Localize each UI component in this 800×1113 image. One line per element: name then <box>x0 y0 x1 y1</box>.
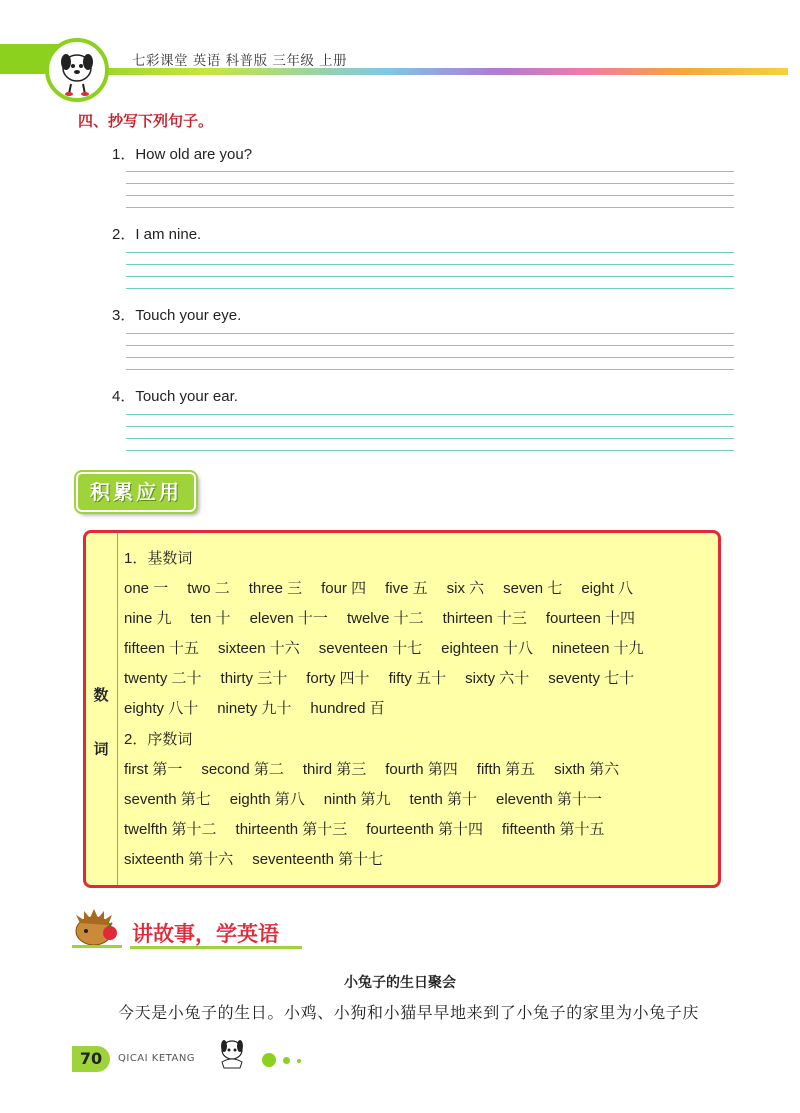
numeral-word: seven 七 <box>503 580 563 597</box>
ordinal-row <box>124 848 402 869</box>
numeral-word: tenth 第十 <box>409 791 477 808</box>
sentence-4: 4．Touch your ear. <box>112 388 238 405</box>
numeral-word: twelfth 第十二 <box>124 821 217 838</box>
ordinal-row <box>124 788 621 809</box>
numeral-word: two 二 <box>187 580 230 597</box>
side-label-char-1: 数 <box>93 686 109 704</box>
numeral-word: sixteenth 第十六 <box>124 851 234 868</box>
numeral-word: twelve 十二 <box>346 610 424 627</box>
section-four-title: 四、抄写下列句子。 <box>78 112 214 130</box>
sentence-2: 2．I am nine. <box>112 226 202 243</box>
numeral-word: three 三 <box>248 580 303 597</box>
header-title: 七彩课堂 英语 科普版 三年级 上册 <box>132 53 348 69</box>
footer-brand: QICAI KETANG <box>118 1053 196 1064</box>
numeral-word: fifth 第五 <box>476 761 536 778</box>
numeral-word: one 一 <box>124 580 169 597</box>
numeral-word: six 六 <box>446 580 485 597</box>
sentence-1: 1．How old are you? <box>112 146 253 163</box>
footer-dot-small <box>297 1059 301 1063</box>
ordinal-row <box>124 758 638 779</box>
cardinal-heading: 1．基数词 <box>124 550 193 567</box>
numeral-word: eight 八 <box>581 580 634 597</box>
numeral-word: fifteenth 第十五 <box>501 821 605 838</box>
ordinal-row <box>124 818 624 839</box>
numeral-word: fourteen 十四 <box>545 610 636 627</box>
numeral-word: nine 九 <box>124 610 172 627</box>
numeral-word: thirteen 十三 <box>442 610 527 627</box>
story-section-title: 讲故事，学英语 <box>132 922 279 946</box>
numeral-word: four 四 <box>321 580 367 597</box>
page-number: 70 <box>72 1046 110 1072</box>
numeral-word: nineteen 十九 <box>551 640 644 657</box>
numeral-word: fourth 第四 <box>385 761 458 778</box>
footer-dot-medium <box>283 1057 290 1064</box>
footer-dog-icon <box>208 1036 252 1070</box>
story-hedgehog-icon <box>72 905 122 949</box>
numeral-word: eighteen 十八 <box>441 640 533 657</box>
numeral-word: seventeenth 第十七 <box>252 851 384 868</box>
story-title-underline <box>130 946 302 949</box>
writing-lines-4[interactable] <box>126 414 734 450</box>
numeral-word: ten 十 <box>190 610 231 627</box>
numeral-word: five 五 <box>385 580 428 597</box>
footer-dot-large <box>262 1053 276 1067</box>
writing-lines-3[interactable] <box>126 333 734 369</box>
numeral-word: sixty 六十 <box>465 670 530 687</box>
numeral-word: eleven 十一 <box>249 610 328 627</box>
numeral-word: fourteenth 第十四 <box>366 821 483 838</box>
numeral-word: ninth 第九 <box>323 791 391 808</box>
numeral-word: seventeen 十七 <box>318 640 423 657</box>
numeral-word: eighth 第八 <box>229 791 305 808</box>
dog-mascot-icon <box>49 42 105 98</box>
header-rainbow-stripe <box>60 68 788 75</box>
numeral-word: hundred 百 <box>310 700 385 717</box>
numerals-side-label <box>88 668 114 776</box>
numeral-word: sixteen 十六 <box>218 640 300 657</box>
numeral-word: eighty 八十 <box>124 700 199 717</box>
numeral-word: fifteen 十五 <box>124 640 200 657</box>
cardinal-row <box>124 667 653 688</box>
numeral-word: third 第三 <box>302 761 367 778</box>
numeral-word: thirty 三十 <box>220 670 288 687</box>
cardinal-row <box>124 577 652 598</box>
numeral-word: ninety 九十 <box>217 700 292 717</box>
numeral-word: forty 四十 <box>306 670 370 687</box>
numeral-word: seventy 七十 <box>548 670 635 687</box>
story-first-line: 今天是小兔子的生日。小鸡、小狗和小猫早早地来到了小兔子的家里为小兔子庆 <box>118 1003 700 1022</box>
numeral-word: eleventh 第十一 <box>496 791 602 808</box>
numeral-word: sixth 第六 <box>554 761 620 778</box>
numeral-word: fifty 五十 <box>388 670 447 687</box>
side-label-char-2: 词 <box>93 740 109 758</box>
writing-lines-1[interactable] <box>126 171 734 207</box>
cardinal-row <box>124 637 663 658</box>
numerals-box-divider <box>117 533 118 885</box>
numeral-word: twenty 二十 <box>124 670 202 687</box>
numeral-word: second 第二 <box>201 761 284 778</box>
ordinal-heading: 2．序数词 <box>124 731 193 748</box>
mascot-badge <box>45 38 109 102</box>
sentence-3: 3．Touch your eye. <box>112 307 242 324</box>
story-heading: 小兔子的生日聚会 <box>344 975 456 991</box>
cardinal-row <box>124 697 404 718</box>
accumulate-apply-banner: 积累应用 <box>76 472 196 512</box>
cardinal-row <box>124 607 654 628</box>
numeral-word: first 第一 <box>124 761 183 778</box>
numeral-word: seventh 第七 <box>124 791 211 808</box>
numeral-word: thirteenth 第十三 <box>235 821 348 838</box>
writing-lines-2[interactable] <box>126 252 734 288</box>
